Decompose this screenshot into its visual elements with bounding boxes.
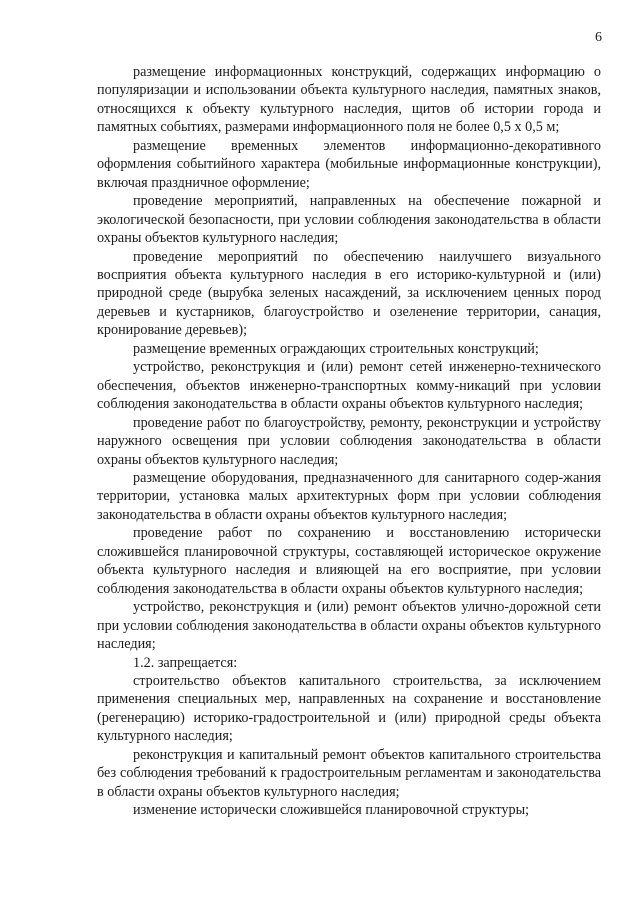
page-number: 6 (595, 30, 602, 45)
paragraph: размещение оборудования, предназначенного для санитарного содер-жания территории, установка малых архитектурных форм при условии соблюдения законодательства в области охраны объектов культурного наследия; (97, 469, 601, 523)
paragraph: устройство, реконструкция и (или) ремонт сетей инженерно-технического обеспечения, объектов инженерно-транспортных комму-никаций при условии соблюдения законодательства в области охраны объектов культурного наследия; (97, 359, 601, 413)
paragraph: размещение информационных конструкций, содержащих информацию о популяризации и использовании объекта культурного наследия, памятных знаков, относящихся к объекту культурного наследия, щитов об истории города и памятных событиях, размерами информационного поля не более 0,5 х 0,5 м; (97, 64, 601, 136)
paragraph: размещение временных ограждающих строительных конструкций; (133, 340, 539, 357)
paragraph: проведение работ по благоустройству, ремонту, реконструкции и устройству наружного освещения при условии соблюдения законодательства в области охраны объектов культурного наследия; (97, 414, 601, 468)
paragraph: проведение мероприятий, направленных на обеспечение пожарной и экологической безопасности, при условии соблюдения законодательства в области охраны объектов культурного наследия; (97, 193, 601, 247)
paragraph: проведение работ по сохранению и восстановлению исторически сложившейся планировочной структуры, составляющей историческое окружение объекта культурного наследия и влияющей на его восприятие, при условии соблюдения законодательства в области охраны объектов культурного наследия; (97, 525, 601, 597)
section-heading: 1.2. запрещается: (133, 654, 238, 671)
paragraph: строительство объектов капитального строительства, за исключением применения специальных мер, направленных на сохранение и восстановление (регенерацию) историко-градостроительной и (или) природной среды объекта культурного наследия; (97, 672, 601, 745)
paragraph: реконструкция и капитальный ремонт объектов капитального строительства без соблюдения требований к градостроительным регламентам и законодательства в области охраны объектов культурного наследия; (97, 746, 601, 800)
paragraph: размещение временных элементов информационно-декоративного оформления событийного характера (мобильные информационные конструкции), включая праздничное оформление; (97, 137, 601, 191)
paragraph: изменение исторически сложившейся планировочной структуры; (133, 802, 530, 819)
paragraph: проведение мероприятий по обеспечению наилучшего визуального восприятия объекта культурного наследия в его историко-культурной и (или) природной среде (вырубка зеленых насаждений, за исключением ценных пород деревьев и кустарников, благоустройство и озеленение территории, санация, кронирование деревьев); (97, 248, 601, 339)
paragraph: устройство, реконструкция и (или) ремонт объектов улично-дорожной сети при условии соблюдения законодательства в области охраны объектов культурного наследия; (97, 599, 601, 653)
document-body (97, 63, 601, 820)
